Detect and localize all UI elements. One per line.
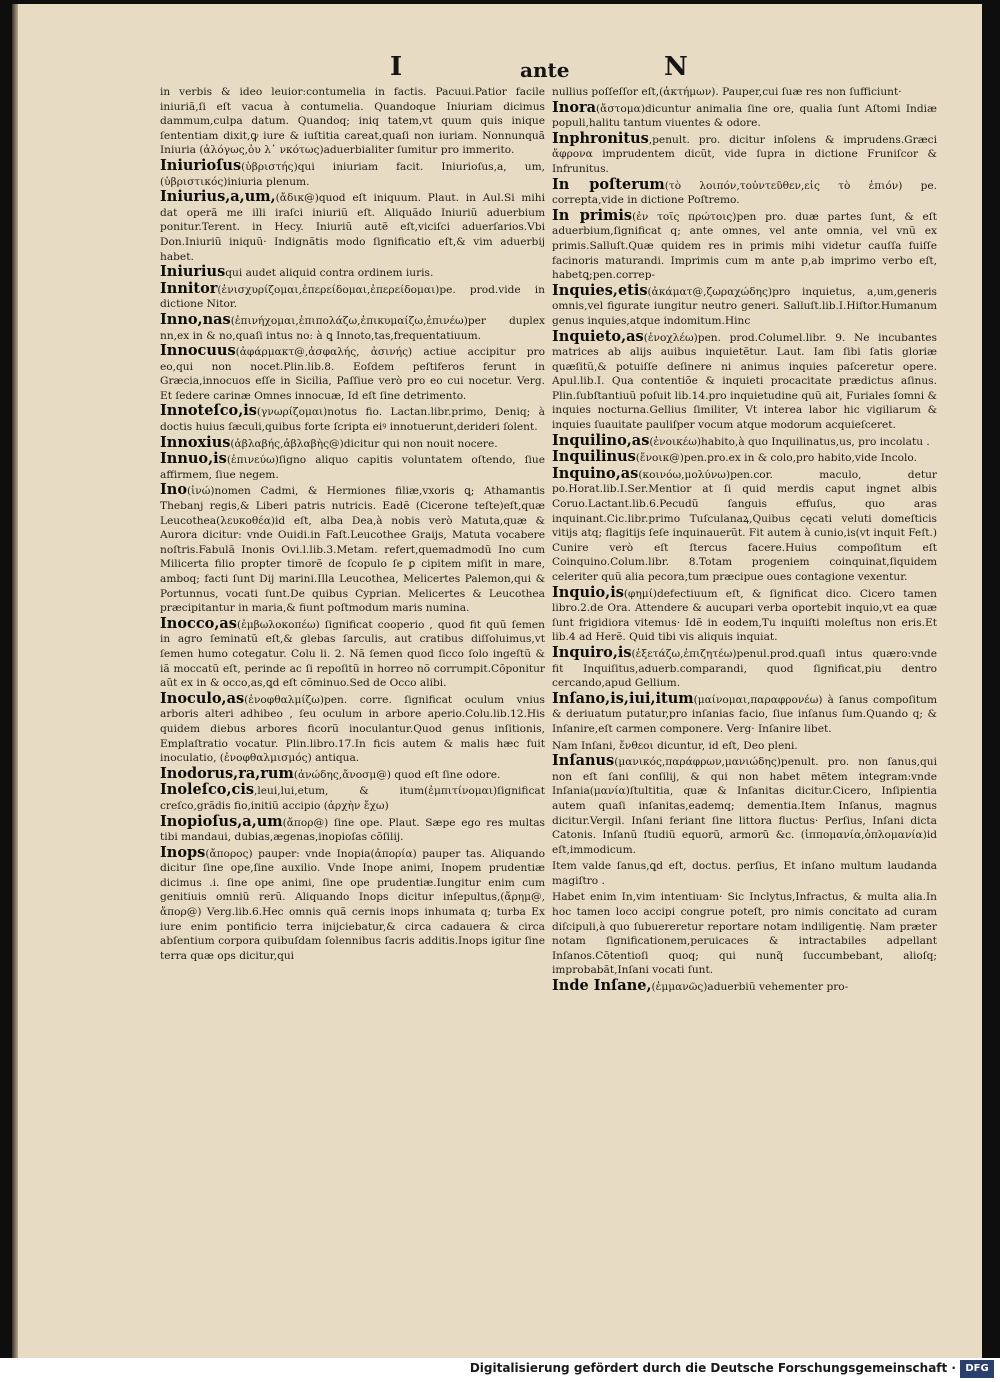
entry-headword: Inquio,is — [552, 583, 624, 601]
entry-headword: In primis — [552, 206, 633, 224]
entry-headword: Innocuus — [160, 342, 236, 360]
entry-text: ,leui,lui,etum, & itum(ἐμπιτίνομαι)ſignificat creſco,grãdis fio,initiũ accipio (ἀρχὴν ἔχω) — [160, 785, 545, 812]
dictionary-entry — [552, 979, 937, 995]
entry-headword: Inquieto,as — [552, 327, 644, 345]
entry-headword: Inſanus — [552, 752, 615, 770]
entry-headword: Innitor — [160, 279, 218, 297]
entry-headword: Inquino,as — [552, 464, 639, 482]
entry-headword: Inoleſco,cis — [160, 781, 255, 799]
entry-text: (ἀφάρμακτ@,ἀσφαλής, ἀσινής) actiue accipitur pro eo,qui non nocet.Plin.lib.8. Eoſdem peſtiferos ferunt in Græcia,innocuos eſſe in Sicilia, Paſſiue verò pro eo cui nocetur. Verg. Et ſedere carinæ Omnes innocuæ, Id eſt ſine detrimento. — [160, 346, 545, 402]
dictionary-entry — [552, 689, 937, 737]
entry-headword: Innoteſco,is — [160, 402, 257, 420]
entry-headword: Inodorus,ra,rum — [160, 764, 294, 782]
entry-text: qui audet aliquid contra ordinem iuris. — [225, 267, 434, 280]
dictionary-entry — [552, 738, 937, 754]
entry-text: (μαίνομαι,παραφρονέω) à ſanus compoſitum & deriuatum putatur,pro inſanias facio, ſiue inſanus ſum.Quando q; & Inſanire,eſt carmen componere. Verg· Inſanire libet. — [552, 693, 937, 735]
left-column — [160, 84, 545, 964]
dfg-logo-icon: DFG — [960, 1360, 994, 1378]
entry-text: (ὑβριστής)qui iniuriam facit. Iniurioſus,a, um,(ὑβριστικός)iniuria plenum. — [160, 160, 545, 188]
dictionary-entry — [160, 310, 545, 343]
entry-text: (ἄπορ@) ſine ope. Plaut. Sæpe ego res multas tibi mandaui, dubias,ægenas,inopioſas cõſilij. — [160, 816, 545, 844]
entry-text: (ἔνοικ@)pen.pro.ex in & colo,pro habito,vide Incolo. — [635, 452, 917, 465]
dictionary-entry — [160, 433, 545, 452]
dictionary-entry — [160, 483, 545, 615]
dictionary-entry — [552, 206, 937, 283]
entry-text: (ἐνισχυρίζομαι,ἐπερείδομαι,ἐπερείδομαι)pe. prod.vide in dictione Nitor. — [160, 283, 545, 311]
dictionary-entry — [552, 327, 937, 433]
entry-headword: Inde Inſane, — [552, 977, 652, 995]
entry-text: (ἐπινεύω)ſigno aliquo capitis voluntatem oſtendo, ſiue affirmem, ſiue negem. — [160, 454, 545, 481]
entry-text: (κοινόω,μολύνω)pen.cor. maculo, detur po.Horat.lib.I.Ser.Mentior at ſi quid merdis caput ingnet albis Coruo.Lactant.lib.6.Pecudũ ſanguis effuſus, quo aras inquinant.Cic.libr.primo Tuſculanaꝝ,Quibus cęcati veluti domeſticis vitijs atq; flagitijs ſeſe inquinauerũt. Fit autem à cunio,is(vt inquit Feſt.) Cunire verò eſt ſtercus facere.Huius compoſitum eſt Coinquino.Colum.libr. 8.Totam progeniem coinquinat,ſiquidem celeriter quũ alia pecora,tum præcipue oues contagione vexentur. — [552, 468, 937, 583]
dictionary-entry — [160, 764, 545, 783]
entry-text: (ἀνώδης,ἄνοσμ@) quod eſt ſine odore. — [293, 768, 501, 781]
entry-text: (φημί)defectiuum eſt, & ſignificat dico. Cicero tamen libro.2.de Ora. Attendere & aucupari verba oportebit inquio,vt ea quæ ſunt frigidiora vitemus· Idẽ in eodem,Tu inquiſti moleſtus non eris.Et lib.4 ad Herẽ. Quid tibi vis aliquis inquiat. — [552, 587, 937, 644]
dictionary-entry — [160, 843, 545, 964]
entry-text: (ἄδικ@)quod eſt iniquum. Plaut. in Aul.Si mihi dat operã me illi iraſci iniuriũ eſt. Aliquãdo Iniuriũ aduerbium ponitur.Terent. in Hecy. Iniuriũ autẽ eſt,viciſci aduerſarios.Vbi Don.Iniuriũ iniquũ· Indignãtis modo ſignificatio eſt,& vim aduerbij habet. — [160, 192, 545, 263]
page-edge-shadow — [12, 4, 18, 1358]
entry-headword: In poſterum — [552, 175, 665, 193]
entry-text: (ἀκάματ@,ζωραχώδης)pro inquietus, a,um,generis omnis,vel figurate iungitur neutro generi. Salluſt.lib.I.Hiſtor.Humanum genus inquies,atque indomitum.Hinc — [552, 285, 937, 327]
dictionary-entry — [160, 265, 545, 281]
header-letter-right: N — [664, 52, 688, 82]
entry-text: (ἄπορος) pauper: vnde Inopia(ἀπορία) pauper tas. Aliquando dicitur ſine ope,ſine auxilio. Vnde Inope animi, Inopem prudentiæ dicimus .i. ſine ope animi, ſine ope prudentiæ.Iungitur enim cum genitiuis omniũ rerũ. Aliquando Inops dicitur inſepultus,(ἄρημ@, ἄπορ@) Verg.lib.6.Hec omnis quã cernis inops inhumata q; turba Ex iure enim pontificio terra inijciebatur,& circa cadauera & circa abſentium corpora quibuſdam ſolennibus ſacris additis.Inops igitur ſine terra quæ ops dicitur,qui — [160, 847, 545, 962]
entry-text: nullius poſſeſſor eſt,(ἀκτήμων). Pauper,cui ſuæ res non ſufficiunt· — [552, 86, 902, 98]
entry-headword: Inops — [160, 843, 206, 861]
entry-text: in verbis & ideo leuior:contumelia in factis. Pacuui.Patior facile iniuriã,ſi eſt vacua à contumelia. Quandoque Iniuriam dicimus dammum,culpa datum. Quandoq; iniq tatem,vt quum quis inique ſententiam dixit,ꝙ iure & iuſtitia careat,quaſi non iuriam. Nonnunquã Iniuria (ἀλόγως,ὀυ λ᾽ νκότως)aduerbialiter ſumitur pro immerito. — [160, 86, 545, 157]
dictionary-entry — [160, 344, 545, 403]
page-header — [12, 48, 982, 88]
dictionary-entry — [160, 84, 545, 158]
entry-headword: Inocco,as — [160, 614, 237, 632]
dictionary-entry — [552, 281, 937, 329]
entry-text: (ἀβλαβής,ἀβλαβὴς@)dicitur qui non nouit nocere. — [230, 437, 498, 450]
dictionary-entry — [160, 452, 545, 482]
entry-text: (μανικός,παράφρων,μανιώδης)penult. pro. non ſanus,qui non eſt ſani conſilij, & qui non habet mẽtem integram:vnde Inſania(μανία)ſtultitia, quæ & Inſanitas dicitur.Cicero, Inſipientia autem quaſi inſanitas,eademq; dementia.Item Inſanus, magnus dicitur.Vergil. Inſani feriant ſine littora fluctus· Perſius, Inſani dicta Catonis. Inſanũ ſtudiũ equorũ, armorũ &c. (ἱππομανία,ὁπλομανία)id eſt,immodicum. — [552, 756, 937, 856]
entry-text: (ἐμμανῶς)aduerbiũ vehementer pro- — [651, 981, 849, 994]
dictionary-entry — [552, 431, 937, 450]
entry-headword: Inquilinus — [552, 448, 636, 466]
dictionary-entry — [552, 643, 937, 691]
dictionary-entry — [552, 889, 937, 978]
dictionary-entry — [552, 84, 937, 100]
dictionary-entry — [552, 175, 937, 208]
entry-headword: Iniurius,a,um, — [160, 188, 276, 206]
entry-text: Item valde ſanus,ꝗd eſt, doctus. perſius, Et inſano multum laudanda magiſtro . — [552, 860, 937, 887]
entry-headword: Inopioſus,a,um — [160, 812, 283, 830]
entry-text: (τὸ λοιπόν,τοὐντεῦθεν,εἰς τὸ ἐπιόν) pe. correpta,vide in dictione Poſtremo. — [552, 179, 937, 207]
entry-text: (ἄστομα)dicuntur animalia ſine ore, qualia ſunt Aſtomi Indiæ populi,halitu tantum viuentes & odore. — [552, 102, 937, 130]
scanned-page — [12, 4, 982, 1358]
dictionary-entry — [160, 156, 545, 189]
dictionary-entry — [552, 858, 937, 888]
entry-headword: Iniurius — [160, 263, 226, 281]
entry-headword: Iniurioſus — [160, 156, 242, 174]
header-letter-left: I — [390, 52, 403, 82]
dictionary-entry — [552, 129, 937, 177]
dictionary-entry — [552, 754, 937, 857]
dictionary-entry — [160, 190, 545, 264]
entry-headword: Inora — [552, 98, 597, 116]
entry-headword: Inquilino,as — [552, 431, 650, 449]
dictionary-entry — [160, 404, 545, 434]
dictionary-entry — [552, 583, 937, 645]
entry-text: (ἐνοφθαλμίζω)pen. corre. ſignificat oculum vnius arboris alteri adhibeo , ſeu oculum in arbore aperio.Colu.lib.12.His quidem diebus arbores ficorũ inoculantur.Quod genus inſitionis, Emplaſtratio vocatur. Plin.libro.17.In ficis autem & malis hæc fuit inoculatio, (ἐνοφθαλμισμός) antiqua. — [160, 693, 545, 765]
entry-text: (ἐμβωλοκοπέω) ſignificat cooperio , quod fit quũ ſemen in agro ſeminatũ eſt,& glebas ſarculis, aut cratibus diſſoluimus,vt ſemen humo cotegatur. Colu li. 2. Nã ſemen quod ſicco ſolo ingeſtũ & iã moccatũ eſt, perinde ac ſi repoſitũ in horreo nõ corrumpit.Cõponitur aũt ex in & occo,as,ꝗd eſt cõminuo.Sed de Occo alibi. — [160, 618, 545, 690]
entry-text: (ἐνοικέω)habito,à quo Inquilinatus,us, pro incolatu . — [649, 435, 930, 448]
entry-headword: Inoculo,as — [160, 689, 245, 707]
right-column — [552, 84, 937, 996]
entry-text: (ἰνώ)nomen Cadmi, & Hermiones filiæ,vxoris ꝗ; Athamantis Thebanj regis,& Liberi patris nutricis. Eadẽ (Cicerone teſte)eſt,quæ Leucothea(λευκοθέα)id eſt, alba Dea,à nobis verò Matuta,quæ & Aurora dicitur: vnde Ouidi.in Faſt.Leucothee Graijs, Matuta vocabere noſtris.Fabulã Inonis Ovi.l.lib.3.Metam. refert,quemadmodũ Ino cum Milicerta filio propter timorẽ de ſcopulo ſe ꝑ cipitem miſit in mare, amboq; facti ſunt Dij marini.Illa Leucothea, Melicertes Palemon,qui & Portunnus, vocati ſunt.De quibus Cyprian. Melicertes & Leucothea præcipitantur in maria,& fiunt poſtmodum maris numina. — [160, 485, 545, 615]
dictionary-entry — [552, 450, 937, 466]
footer-bar — [0, 1358, 1000, 1382]
entry-headword: Inphronitus — [552, 129, 649, 147]
dictionary-entry — [552, 464, 937, 585]
entry-headword: Inſano,is,iui,itum — [552, 689, 694, 707]
entry-text: Habet enim In,vim intentiuam· Sic Inclytus,Infractus, & multa alia.In hoc tamen loco accipi congrue poteſt, pro nimis concitato ad curam diſcipuli,à quo ſubuereretur reportare notam indiligentię. Nam præter notam ſignificationem,peruicaces & intractabiles adpellant Inſanos.Cõtentioſi quoq; qui nunq̃ ſuccumbebant, alioſq; improbabãt,Inſani vocati ſunt. — [552, 891, 937, 977]
entry-headword: Innuo,is — [160, 450, 227, 468]
entry-headword: Inquies,etis — [552, 281, 648, 299]
entry-text: (ἐνοχλέω)pen. prod.Columel.libr. 9. Ne incubantes matrices ab alijs auibus inquietẽtur. Laut. Iam ſibi ſatis gloriæ quæſitũ,& potuiſſe deſinere ni animus inquies paſceretur opere. Apul.lib.I. Qua contentiõe & inquieti procacitate prædictus aſinus. Plin.ſubſtantiuũ poſuit lib.14.pro inquietudine quũ ait, Furiales ſomni & inquies nocturna.Gellius ſimiliter, Vt interea labor hic vigiliarum & inquies ſuauitate pauliſper vocum atque modorum acquieſceret. — [552, 331, 937, 432]
entry-text: (γνωρίζομαι)notus fio. Lactan.libr.primo, Deniq; à doctis huius ſæculi,quibus forte ſcripta eiꝰ innotuerunt,derideri ſolent. — [160, 406, 545, 434]
dictionary-entry — [552, 98, 937, 131]
entry-text: (ἐπινήχομαι,ἐπιπολάζω,ἐπικυμαίζω,ἐπινέω)per duplex nn,ex in & no,quaſi intus no: à ꝗ Innoto,tas,frequentatiuum. — [160, 314, 545, 342]
entry-text: (ἐξετάζω,ἐπιζητέω)penul.prod.quaſi intus quæro:vnde fit Inquiſitus,aduerb.comparandi, quod ſignificat,piu dentro cercando,apud Gellium. — [552, 647, 937, 690]
footer-credit: Digitalisierung gefördert durch die Deutsche Forschungsgemeinschaft · — [469, 1361, 956, 1375]
dictionary-entry — [160, 279, 545, 312]
entry-headword: Innoxius — [160, 433, 231, 451]
dictionary-entry — [160, 614, 545, 691]
entry-text: (ἐν τοῖς πρώτοις)pen pro. duæ partes ſunt, & eſt aduerbium,ſignificat q; ante omnes, vel ante omnia, vel vnũ ex primis.Salluſt.Quæ quidem res in primis mihi videtur cauſſa fuiſſe facinoris maturandi. Imprimis cum m ante p,ab imprimo verbo eſt, habetꝗ;pen.correp- — [552, 210, 937, 282]
entry-text: Nam Inſani, ἔνθεοι dicuntur, id eſt, Deo pleni. — [552, 739, 798, 752]
dictionary-entry — [160, 812, 545, 845]
entry-text: ,penult. pro. dicitur inſolens & imprudens.Græci ἄφρονα imprudentem dicũt, vide ſupra in dictione Fruniſcor & Infrunitus. — [552, 133, 937, 175]
dictionary-entry — [160, 783, 545, 813]
header-catchword: ante — [520, 58, 570, 82]
dictionary-entry — [160, 689, 545, 766]
entry-headword: Ino — [160, 481, 187, 499]
entry-headword: Inquiro,is — [552, 643, 632, 661]
entry-headword: Inno,nas — [160, 310, 231, 328]
